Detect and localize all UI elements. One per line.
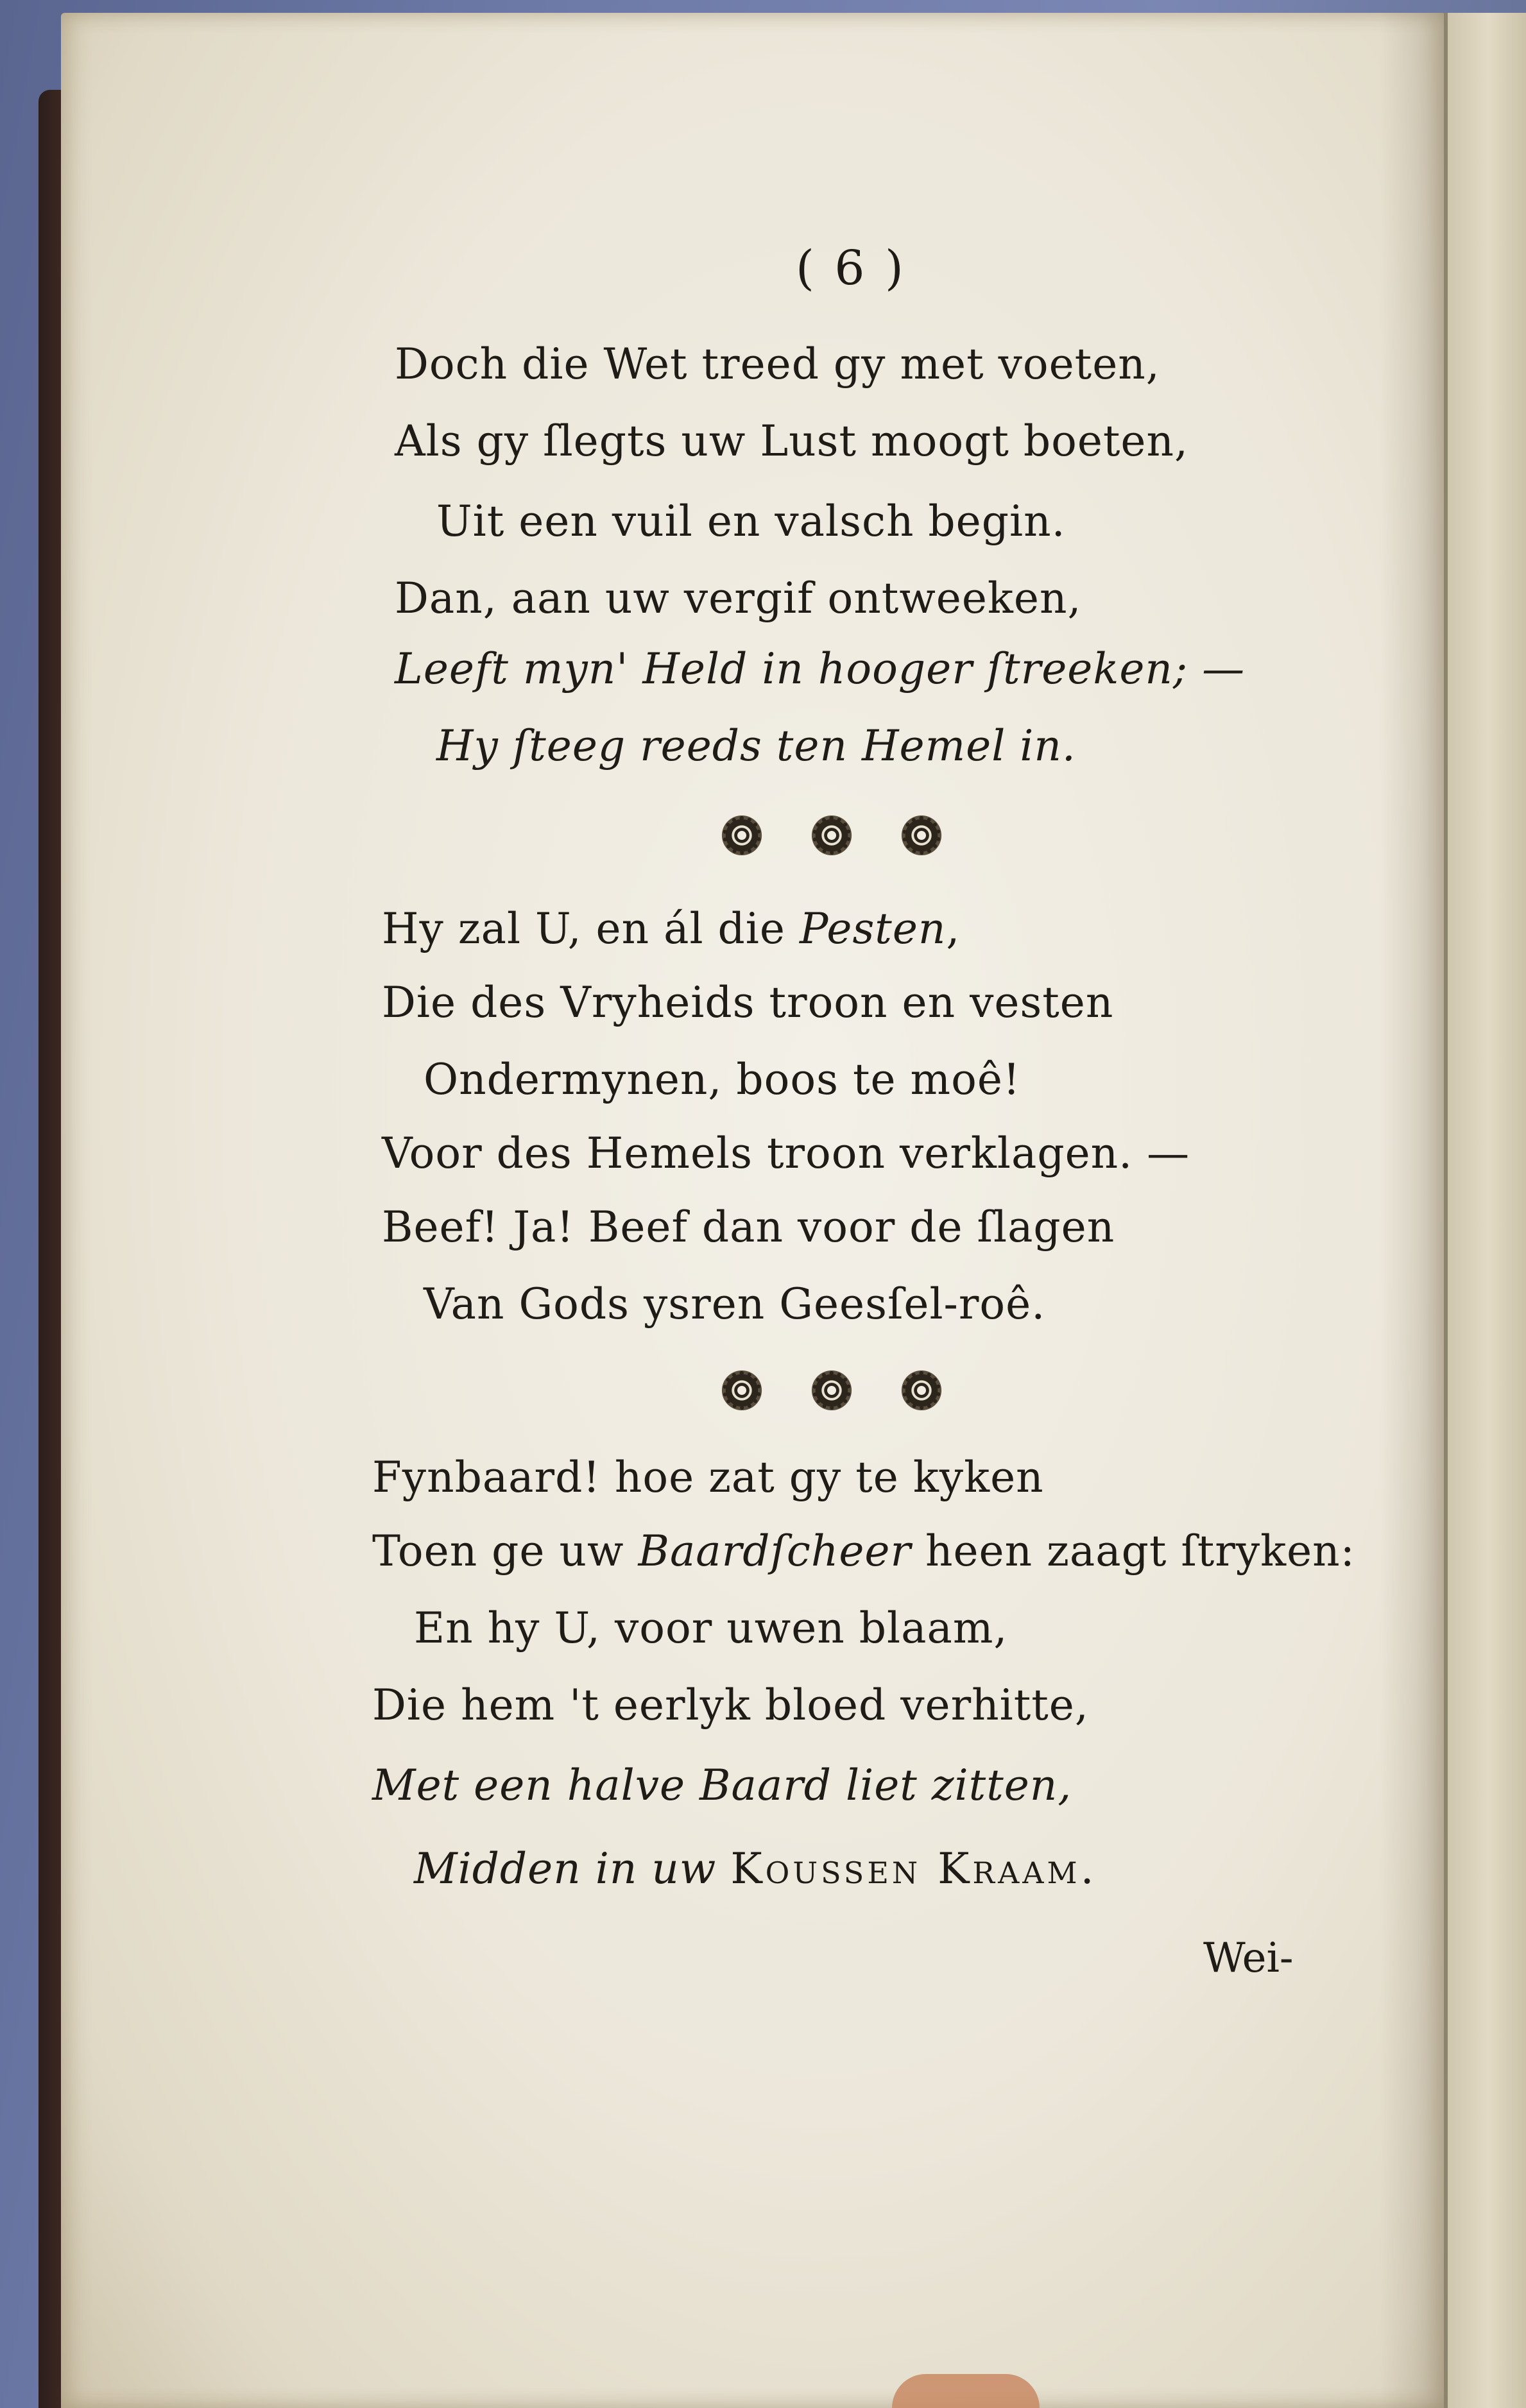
verse-line-part: Toen ge uw <box>372 1526 639 1576</box>
verse-line-part: Midden in uw <box>414 1844 731 1893</box>
verse-line-part: . <box>1080 1844 1095 1893</box>
rosette-ornament-icon <box>809 815 855 856</box>
verse-line: Fynbaard! hoe zat gy te kyken <box>372 1453 1044 1502</box>
verse-line: Die des Vryheids troon en vesten <box>382 978 1114 1027</box>
verse-line <box>414 1844 1095 1893</box>
thumb <box>892 2374 1040 2408</box>
verse-line: Leeft myn' Held in hooger ſtreeken; — <box>395 644 1246 694</box>
verse-line-part: Baardſcheer <box>638 1526 912 1576</box>
verse-line <box>382 904 961 953</box>
verse-line: Doch die Wet treed gy met voeten, <box>395 339 1160 389</box>
rosette-ornament-icon <box>898 1370 945 1411</box>
verse-line: Beef! Ja! Beef dan voor de ſlagen <box>382 1202 1115 1252</box>
verse-line-part: Pesten <box>799 904 947 953</box>
rosette-ornament-icon <box>719 815 765 856</box>
page-number: ( 6 ) <box>796 241 906 296</box>
verse-line: Voor des Hemels troon verklagen. — <box>382 1129 1190 1178</box>
facing-page-edge <box>1444 13 1526 2408</box>
verse-line <box>372 1526 1355 1576</box>
verse-line-part: Koussen Kraam <box>730 1844 1081 1893</box>
ornament-row <box>719 1370 945 1411</box>
verse-line: Hy ſteeg reeds ten Hemel in. <box>436 721 1076 771</box>
verse-line: Uit een vuil en valsch begin. <box>436 497 1066 546</box>
page-edge-shadow <box>1380 13 1444 2408</box>
verse-line: Die hem 't eerlyk bloed verhitte, <box>372 1680 1089 1730</box>
verse-line: Met een halve Baard liet zitten, <box>372 1761 1072 1810</box>
verse-line: En hy U, voor uwen blaam, <box>414 1603 1008 1653</box>
rosette-ornament-icon <box>719 1370 765 1411</box>
rosette-ornament-icon <box>809 1370 855 1411</box>
verse-line-part: , <box>946 904 961 953</box>
verse-line: Als gy ſlegts uw Lust moogt boeten, <box>395 416 1188 466</box>
ornament-row <box>719 815 945 856</box>
verse-line-part: Hy zal U, en ál die <box>382 904 800 953</box>
verse-line: Dan, aan uw vergif ontweeken, <box>395 574 1082 623</box>
verse-line: Van Gods ysren Geesſel-roê. <box>424 1279 1046 1329</box>
catchword: Wei- <box>1203 1934 1294 1982</box>
verse-line-part: heen zaagt ſtryken: <box>911 1526 1355 1576</box>
rosette-ornament-icon <box>898 815 945 856</box>
verse-line: Ondermynen, boos te moê! <box>424 1055 1021 1104</box>
